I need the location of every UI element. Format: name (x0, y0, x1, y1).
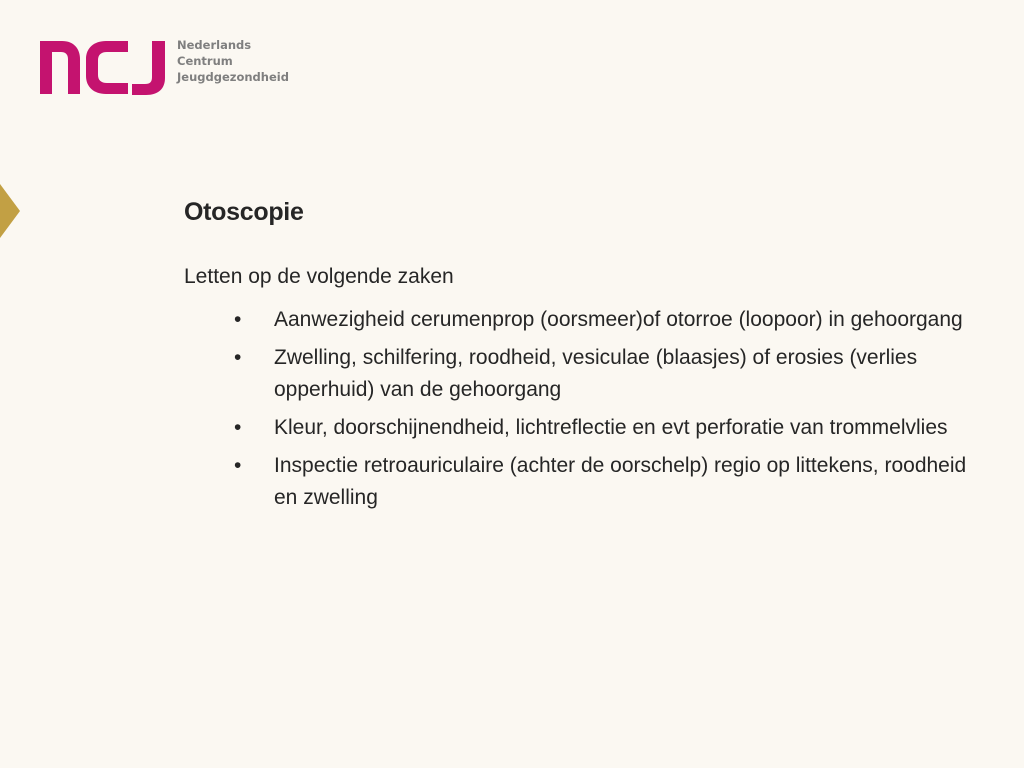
bullet-dot: • (234, 416, 242, 439)
logo-line-3: Jeugdgezondheid (177, 70, 289, 84)
bullet-dot: • (234, 454, 242, 477)
bullet-item (230, 342, 990, 406)
slide-title: Otoscopie (184, 198, 304, 226)
bullet-text: Kleur, doorschijnendheid, lichtreflectie en evt perforatie van trommelvlies (274, 416, 948, 439)
logo-line-2: Centrum (177, 54, 233, 68)
bullet-text: Aanwezigheid cerumenprop (oorsmeer)of otorroe (loopoor) in gehoorgang (274, 308, 963, 331)
ncj-logo (40, 37, 300, 97)
slide-intro: Letten op de volgende zaken (184, 265, 454, 288)
ncj-logo-mark (40, 37, 170, 97)
bullet-item (230, 304, 990, 336)
bullet-list (230, 304, 990, 520)
bullet-dot: • (234, 346, 242, 369)
bullet-item (230, 412, 990, 444)
bullet-text: Zwelling, schilfering, roodheid, vesiculae (blaasjes) of erosies (verlies opperhuid) van de gehoorgang (274, 346, 918, 401)
bullet-text: Inspectie retroauriculaire (achter de oorschelp) regio op littekens, roodheid en zwelling (274, 454, 967, 509)
side-arrow-icon (0, 184, 20, 238)
bullet-item (230, 450, 990, 514)
logo-line-1: Nederlands (177, 38, 252, 52)
bullet-dot: • (234, 308, 242, 331)
logo-wordmark (177, 37, 289, 85)
